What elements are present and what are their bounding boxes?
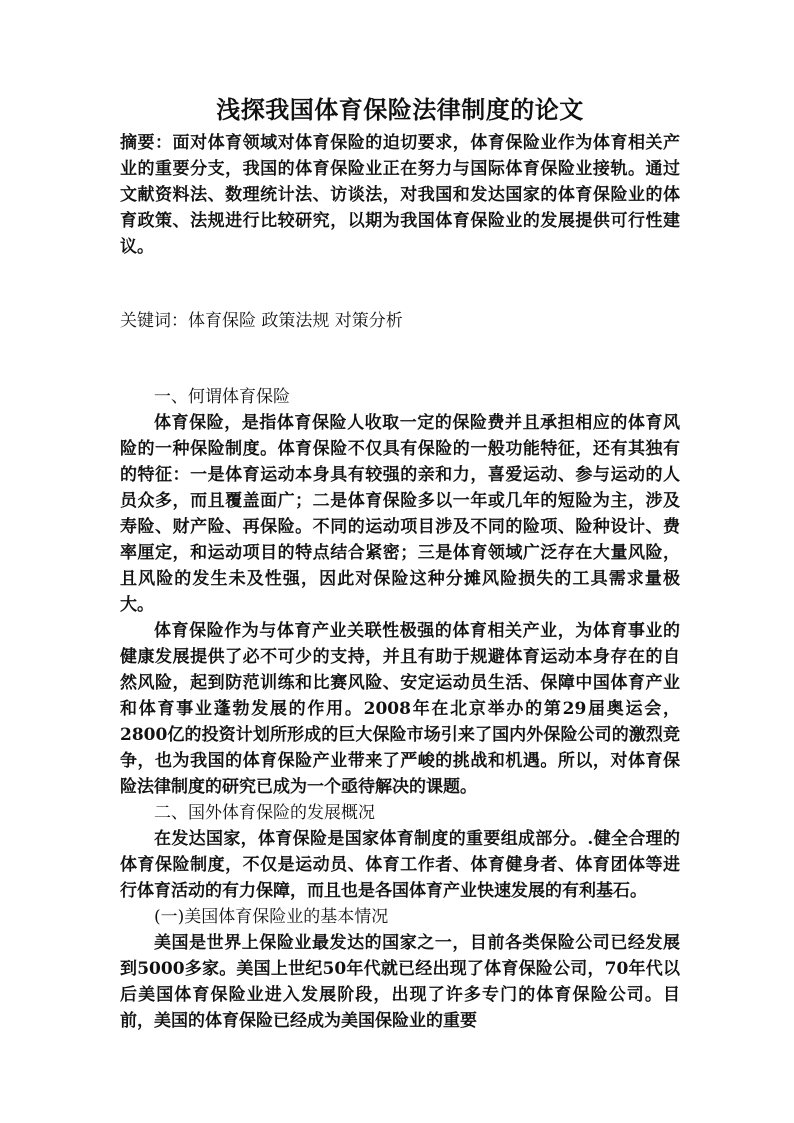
body-paragraph: 体育保险作为与体育产业关联性极强的体育相关产业，为体育事业的健康发展提供了必不可少的支持，并且有助于规避体育运动本身存在的自然风险，起到防范训练和比赛风险、安定运动员生活、保障中国体育产业和体育事业蓬勃发展的作用。2008年在北京举办的第29届奥运会，2800亿的投资计划所形成的巨大保险市场引来了国内外保险公司的激烈竞争，也为我国的体育保险产业带来了严峻的挑战和机遇。所以，对体育保险法律制度的研究已成为一个亟待解决的课题。 [120, 621, 680, 797]
section-us-insurance [120, 904, 680, 1034]
keywords-line: 关键词：体育保险 政策法规 对策分析 [120, 311, 403, 331]
section-foreign-development [120, 800, 680, 904]
document-title: 浅探我国体育保险法律制度的论文 [216, 95, 584, 124]
abstract-paragraph: 摘要：面对体育领域对体育保险的迫切要求，体育保险业作为体育相关产业的重要分支，我国的体育保险业正在努力与国际体育保险业接轨。通过文献资料法、数理统计法、访谈法，对我国和发达国家的体育保险业的体育政策、法规进行比较研究，以期为我国体育保险业的发展提供可行性建议。 [120, 133, 680, 257]
body-paragraph: 在发达国家，体育保险是国家体育制度的重要组成部分。.健全合理的体育保险制度，不仅是运动员、体育工作者、体育健身者、体育团体等进行体育活动的有力保障，而且也是各国体育产业快速发展的有利基石。 [120, 829, 680, 901]
subsection-heading: (一)美国体育保险业的基本情况 [154, 907, 389, 927]
section-what-is-sports-insurance [120, 384, 680, 800]
body-paragraph: 体育保险，是指体育保险人收取一定的保险费并且承担相应的体育风险的一种保险制度。体育保险不仅具有保险的一般功能特征，还有其独有的特征：一是体育运动本身具有较强的亲和力，喜爱运动、参与运动的人员众多，而且覆盖面广；二是体育保险多以一年或几年的短险为主，涉及寿险、财产险、再保险。不同的运动项目涉及不同的险项、险种设计、费率厘定，和运动项目的特点结合紧密；三是体育领域广泛存在大量风险，且风险的发生未及性强，因此对保险这种分摊风险损失的工具需求量极大。 [120, 413, 680, 615]
body-paragraph: 美国是世界上保险业最发达的国家之一，目前各类保险公司已经发展到5000多家。美国上世纪50年代就已经出现了体育保险公司，70年代以后美国体育保险业进入发展阶段，出现了许多专门的体育保险公司。目前，美国的体育保险已经成为美国保险业的重要 [120, 933, 680, 1031]
section-heading: 一、何谓体育保险 [154, 387, 290, 407]
section-heading: 二、国外体育保险的发展概况 [154, 803, 375, 823]
document-page [120, 92, 680, 1034]
